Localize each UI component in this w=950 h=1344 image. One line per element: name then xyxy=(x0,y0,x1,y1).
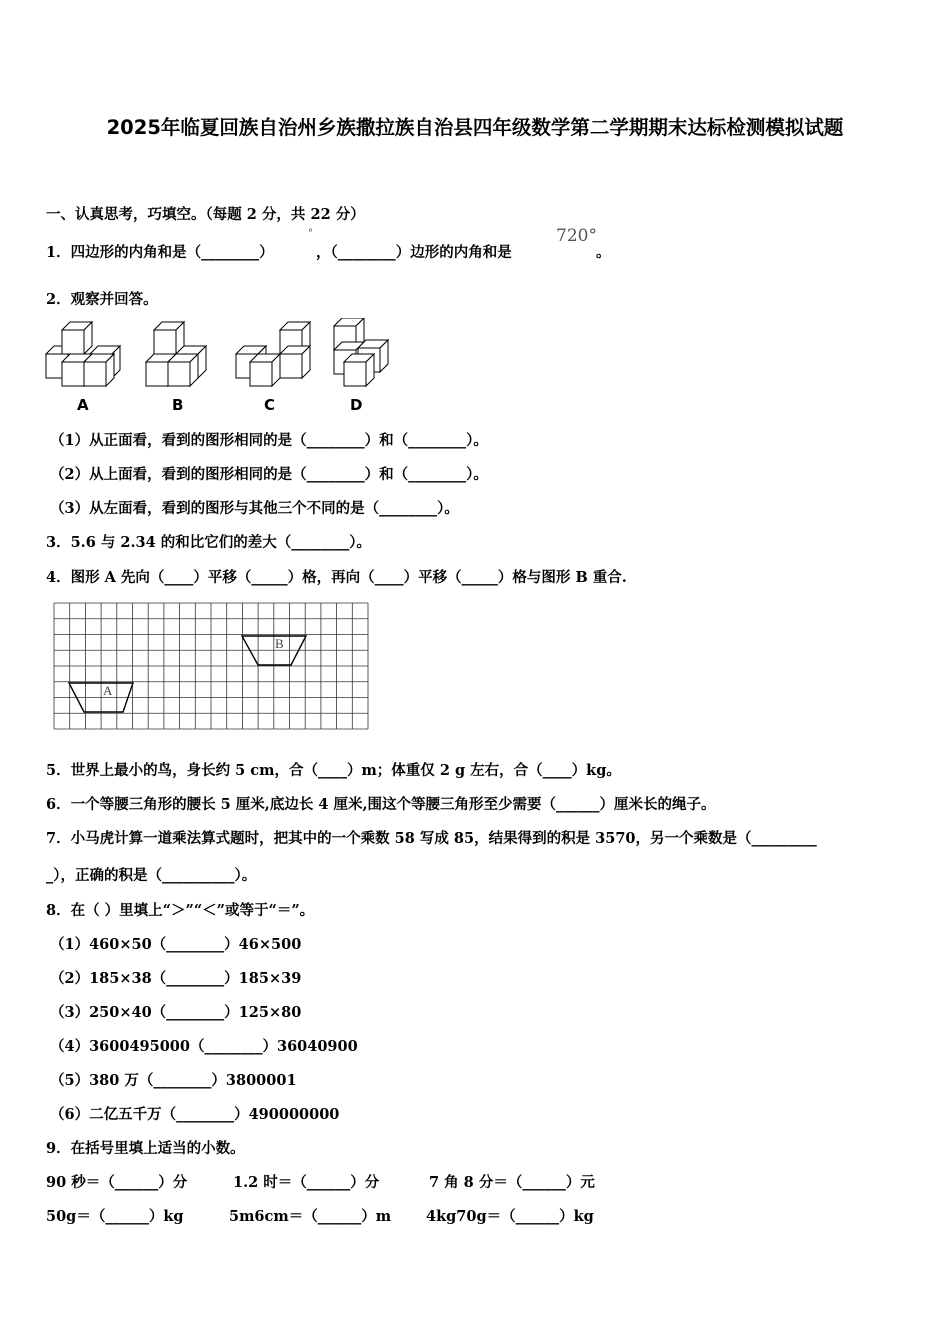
question-6: 6．一个等腰三角形的腰长 5 厘米,底边长 4 厘米,围这个等腰三角形至少需要（______）厘米长的绳子。 xyxy=(46,796,716,813)
figure-label-a: A xyxy=(77,396,89,414)
question-9-row-2-item-3: 4kg70g＝（______）kg xyxy=(426,1208,594,1225)
question-9: 9．在括号里填上适当的小数。 xyxy=(46,1140,245,1157)
question-8-item: （2）185×38（________）185×39 xyxy=(50,970,302,987)
question-8-item: （4）3600495000（________）36040900 xyxy=(50,1038,358,1055)
question-7-line-1: 7．小马虎计算一道乘法算式题时，把其中的一个乘数 58 写成 85，结果得到的积是 3570，另一个乘数是（_________ xyxy=(46,830,817,847)
shape-a-label: A xyxy=(103,683,113,698)
question-8: 8．在（ ）里填上“＞”“＜”或等于“＝”。 xyxy=(46,902,315,919)
figure-label-b: B xyxy=(172,396,184,414)
question-1-part-b: ，（________）边形的内角和是 xyxy=(316,244,512,261)
question-1-part-a: 1．四边形的内角和是（________） xyxy=(46,244,274,261)
question-8-item: （1）460×50（________）46×500 xyxy=(50,936,302,953)
question-8-item: （3）250×40（________）125×80 xyxy=(50,1004,302,1021)
question-9-row-1-item-1: 90 秒＝（______）分 xyxy=(46,1174,188,1191)
question-2-sub-1: （1）从正面看，看到的图形相同的是（________）和（________）。 xyxy=(50,432,488,449)
question-8-item: （5）380 万（________）3800001 xyxy=(50,1072,297,1089)
question-9-row-1-item-2: 1.2 时＝（______）分 xyxy=(233,1174,380,1191)
cube-figure-a xyxy=(46,322,120,386)
question-1-end: 。 xyxy=(596,244,611,261)
degree-sign: ° xyxy=(308,228,313,239)
question-2-sub-2: （2）从上面看，看到的图形相同的是（________）和（________）。 xyxy=(50,466,488,483)
question-3: 3．5.6 与 2.34 的和比它们的差大（________）。 xyxy=(46,534,372,551)
cube-figures xyxy=(40,318,400,390)
angle-720: 720° xyxy=(556,226,597,246)
page-title: 2025年临夏回族自治州乡族撒拉族自治县四年级数学第二学期期末达标检测模拟试题 xyxy=(106,116,844,139)
figure-label-d: D xyxy=(350,396,363,414)
question-8-item: （6）二亿五千万（________）490000000 xyxy=(50,1106,340,1123)
question-1 xyxy=(46,241,274,262)
figure-label-c: C xyxy=(264,396,276,414)
section-1-heading: 一、认真思考，巧填空。（每题 2 分，共 22 分） xyxy=(46,206,365,223)
translation-grid xyxy=(53,602,371,730)
cube-figure-b xyxy=(146,322,206,386)
cube-figure-d xyxy=(334,318,388,386)
shape-b-label: B xyxy=(275,636,284,651)
question-2-sub-3: （3）从左面看，看到的图形与其他三个不同的是（________）。 xyxy=(50,500,459,517)
question-7-line-2: _），正确的积是（__________）。 xyxy=(46,867,257,884)
cube-figure-c xyxy=(236,322,310,386)
question-2: 2．观察并回答。 xyxy=(46,291,158,308)
question-9-row-1-item-3: 7 角 8 分＝（______）元 xyxy=(429,1174,595,1191)
question-9-row-2-item-1: 50g＝（______）kg xyxy=(46,1208,184,1225)
question-4: 4．图形 A 先向（____）平移（_____）格，再向（____）平移（_____）格与图形 B 重合. xyxy=(46,569,627,586)
question-5: 5．世界上最小的鸟，身长约 5 cm，合（____）m；体重仅 2 g 左右，合（____）kg。 xyxy=(46,762,621,779)
question-9-row-2-item-2: 5m6cm＝（______）m xyxy=(229,1208,392,1225)
